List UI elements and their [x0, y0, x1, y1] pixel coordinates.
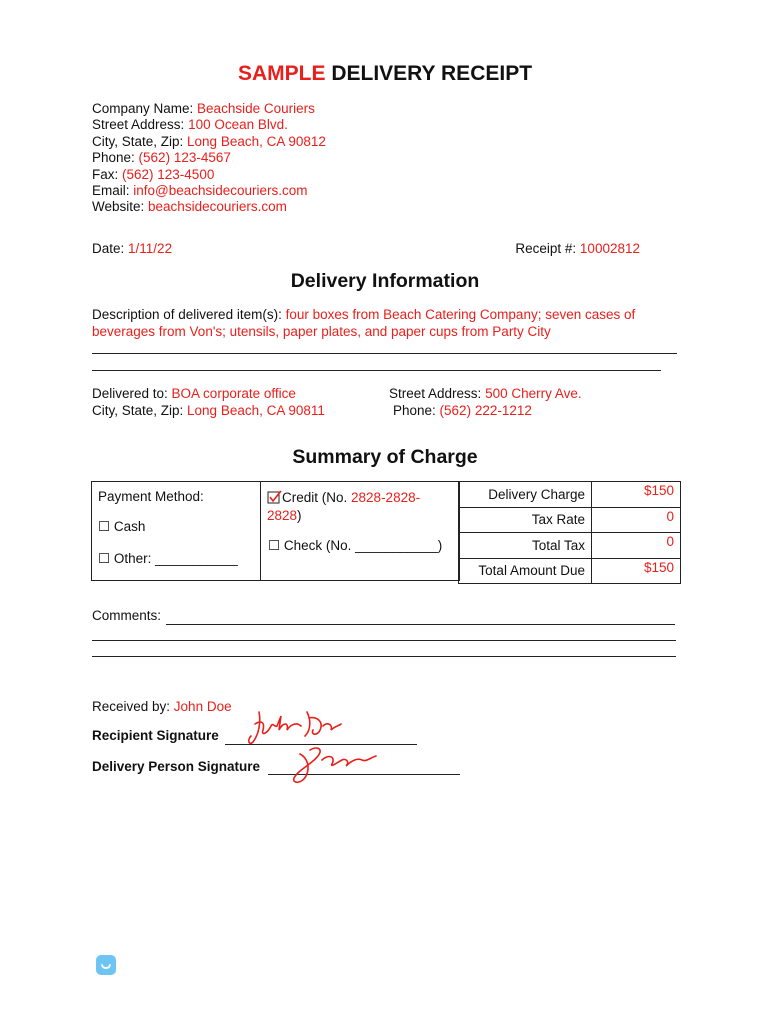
table-row: [459, 507, 681, 533]
company-name-row: Company Name: Beachside Couriers: [92, 101, 315, 116]
page-title: SAMPLE DELIVERY RECEIPT: [237, 62, 533, 85]
delivery-charge-label: Delivery Charge: [459, 482, 592, 508]
delivery-address-block: [389, 385, 582, 419]
receipt-number: Receipt #: 10002812: [515, 241, 640, 256]
payment-method-label: Payment Method:: [98, 489, 204, 504]
delivered-phone-row: Phone: (562) 222-1212: [393, 403, 532, 418]
company-phone-row: Phone: (562) 123-4567: [92, 150, 231, 166]
tax-rate-label: Tax Rate: [459, 507, 592, 533]
total-due-label: Total Amount Due: [459, 558, 592, 584]
recipient-signature-label: Recipient Signature: [92, 728, 219, 743]
tax-rate-value: 0: [592, 507, 681, 533]
total-due-value: $150: [592, 558, 681, 584]
smile-icon: [96, 955, 116, 975]
company-info: [92, 101, 326, 216]
table-row: [459, 482, 681, 508]
comments-line-2[interactable]: [92, 640, 676, 641]
delivered-to-block: [92, 385, 325, 419]
delivered-to-row: Delivered to: BOA corporate office: [92, 386, 296, 401]
total-tax-label: Total Tax: [459, 533, 592, 559]
delivery-charge-value: $150: [592, 482, 681, 508]
table-row: [459, 533, 681, 559]
comments-line-1[interactable]: [166, 624, 675, 625]
company-fax-row: Fax: (562) 123-4500: [92, 166, 215, 182]
cash-checkbox[interactable]: ☐ Cash: [98, 519, 146, 534]
company-website-row: Website: beachsidecouriers.com: [92, 199, 287, 215]
charges-table: [458, 481, 681, 584]
other-checkbox[interactable]: ☐ Other: ___________: [98, 551, 238, 566]
delivery-person-signature-image: [288, 740, 383, 786]
company-city-row: City, State, Zip: Long Beach, CA 90812: [92, 133, 326, 149]
total-tax-value: 0: [592, 533, 681, 559]
delivery-info-heading: Delivery Information: [290, 270, 480, 292]
company-email-row: Email: info@beachsidecouriers.com: [92, 183, 308, 199]
received-by: Received by: John Doe: [92, 699, 232, 714]
check-checkbox[interactable]: ☐ Check (No. ___________): [268, 538, 443, 553]
summary-heading: Summary of Charge: [292, 446, 478, 468]
payment-divider: [260, 482, 261, 580]
company-street-row: Street Address: 100 Ocean Blvd.: [92, 117, 288, 133]
credit-option[interactable]: Credit (No. 2828-2828-2828): [267, 490, 421, 523]
delivered-street-row: Street Address: 500 Cherry Ave.: [389, 386, 582, 401]
description-line-2: [92, 370, 661, 371]
table-row: [459, 558, 681, 584]
receipt-date: Date: 1/11/22: [92, 241, 173, 256]
delivery-person-signature-label: Delivery Person Signature: [92, 759, 261, 774]
delivered-csz-row: City, State, Zip: Long Beach, CA 90811: [92, 403, 325, 418]
chat-icon[interactable]: [96, 955, 116, 975]
comments-label: Comments:: [92, 608, 162, 623]
item-description: Description of delivered item(s): four boxes from Beach Catering Company; seven cases of beverages from Von's; utensils, paper plates, and paper cups from Party City: [92, 307, 636, 339]
comments-line-3[interactable]: [92, 656, 676, 657]
description-line-1: [92, 353, 677, 354]
checked-checkbox-icon[interactable]: [267, 490, 282, 504]
